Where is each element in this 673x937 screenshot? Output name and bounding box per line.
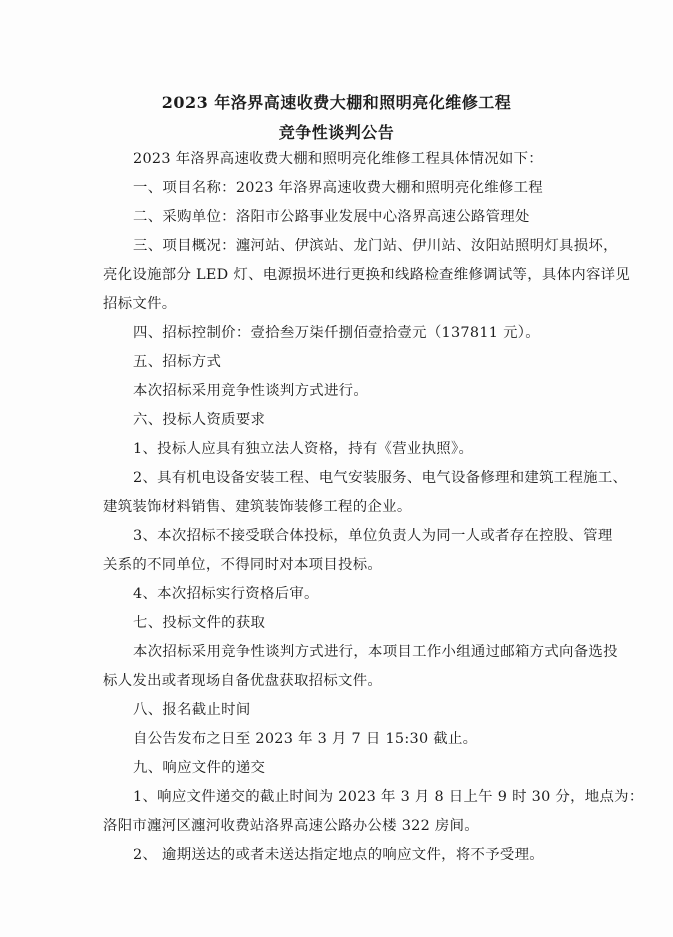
purchaser-line: 二、采购单位：洛阳市公路事业发展中心洛界高速公路管理处: [133, 209, 530, 225]
deadline-heading: 八、报名截止时间: [133, 702, 251, 718]
method-heading: 五、招标方式: [133, 354, 222, 370]
control-price-line: 四、招标控制价：壹拾叁万柒仟捌佰壹拾壹元（137811 元）。: [133, 325, 540, 341]
overview-line-3: 招标文件。: [103, 296, 177, 312]
qualification-item-4: 4、本次招标实行资格后审。: [133, 586, 319, 602]
overview-line-1: 三、项目概况：瀍河站、伊滨站、龙门站、伊川站、汝阳站照明灯具损坏，: [133, 238, 618, 254]
submit-heading: 九、响应文件的递交: [133, 760, 266, 776]
deadline-text: 自公告发布之日至 2023 年 3 月 7 日 15:30 截止。: [133, 731, 478, 747]
qualification-heading: 六、投标人资质要求: [133, 412, 266, 428]
intro-text: 2023 年洛界高速收费大棚和照明亮化维修工程具体情况如下：: [133, 151, 543, 167]
qualification-item-2-line-1: 2、具有机电设备安装工程、电气安装服务、电气设备修理和建筑工程施工、: [133, 470, 628, 486]
obtain-text-line-2: 标人发出或者现场自备优盘获取招标文件。: [103, 673, 383, 689]
document-title: 2023 年洛界高速收费大棚和照明亮化维修工程: [161, 93, 512, 112]
obtain-heading: 七、投标文件的获取: [133, 615, 266, 631]
qualification-item-2-line-2: 建筑装饰材料销售、建筑装饰装修工程的企业。: [103, 499, 412, 515]
submit-item-1-line-2: 洛阳市瀍河区瀍河收费站洛界高速公路办公楼 322 房间。: [103, 818, 480, 834]
overview-line-2: 亮化设施部分 LED 灯、电源损坏进行更换和线路检查维修调试等，具体内容详见: [103, 267, 631, 283]
document-subtitle: 竞争性谈判公告: [278, 123, 395, 142]
submit-item-2: 2、 逾期送达的或者未送达指定地点的响应文件，将不予受理。: [133, 847, 544, 863]
obtain-text-line-1: 本次招标采用竞争性谈判方式进行，本项目工作小组通过邮箱方式向备选投: [133, 644, 618, 660]
qualification-item-3-line-1: 3、本次招标不接受联合体投标，单位负责人为同一人或者存在控股、管理: [133, 528, 613, 544]
submit-item-1-line-1: 1、响应文件递交的截止时间为 2023 年 3 月 8 日上午 9 时 30 分，地点为：: [133, 789, 644, 805]
project-name-line: 一、项目名称：2023 年洛界高速收费大棚和照明亮化维修工程: [133, 180, 543, 196]
method-text: 本次招标采用竞争性谈判方式进行。: [133, 383, 369, 399]
qualification-item-1: 1、投标人应具有独立法人资格，持有《营业执照》。: [133, 441, 474, 457]
qualification-item-3-line-2: 关系的不同单位，不得同时对本项目投标。: [103, 557, 383, 573]
